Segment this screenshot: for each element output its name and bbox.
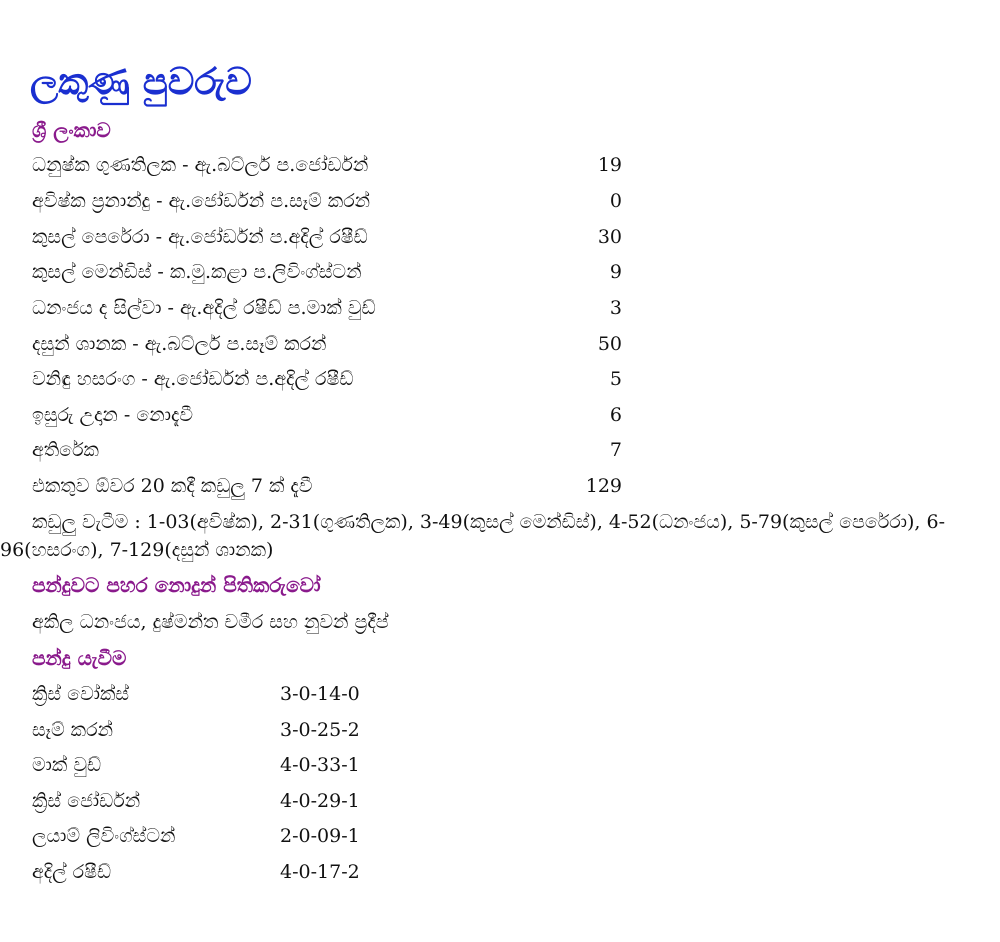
total-row (32, 471, 622, 501)
bowling-row (32, 679, 452, 709)
batter-name: ඉසුරු උදාන - නොදැවී (32, 404, 194, 426)
extras-row (32, 435, 622, 465)
fall-of-wickets: කඩුලු වැටීම : 1-03(අවිෂ්ක), 2-31(ගුණතිලක), 3-49(කුසල් මෙන්ඩිස්), 4-52(ධනංජය), 5-79(කුසල් පෙරේරා), 6-96(හසරංග), 7-129(දසුන් ශානක) (0, 511, 946, 561)
bowler-name: ක්‍රිස් ජෝර්ඩන් (32, 790, 141, 812)
batting-row (32, 222, 622, 252)
bowler-figures: 4-0-17-2 (280, 861, 360, 883)
total-label: එකතුව ඕවර 20 කදී කඩුලු 7 ක් දැවී (32, 475, 313, 497)
bowler-name: ලයාම් ලිවිංග්ස්ටන් (32, 825, 176, 847)
extras-runs: 7 (609, 439, 622, 461)
total-runs: 129 (585, 475, 622, 497)
batting-row (32, 150, 622, 180)
bowler-figures: 4-0-29-1 (280, 790, 360, 812)
did-not-bat-heading: පන්දුවට පහර නොදුන් පිතිකරුවෝ (32, 573, 321, 597)
bowler-name: අදිල් රෂීඩ් (32, 861, 112, 883)
batter-runs: 30 (597, 226, 622, 248)
batting-row (32, 364, 622, 394)
batter-runs: 5 (609, 368, 622, 390)
bowling-row (32, 750, 452, 780)
batter-runs: 50 (597, 333, 622, 355)
batter-name: වනිඳු හසරංග - ඇ.ජෝර්ඩන් ප.අදිල් රෂීඩ් (32, 368, 354, 390)
team-heading: ශ්‍රී ලංකාව (32, 118, 111, 142)
extras-label: අතිරේක (32, 439, 99, 461)
batter-runs: 9 (609, 261, 622, 283)
batting-row (32, 400, 622, 430)
bowler-figures: 2-0-09-1 (280, 825, 360, 847)
batter-runs: 3 (609, 297, 622, 319)
bowler-figures: 3-0-14-0 (280, 683, 360, 705)
batter-name: කුසල් මෙන්ඩිස් - ක.මු.කළා ප.ලිවිංග්ස්ටන් (32, 261, 362, 283)
batting-row (32, 257, 622, 287)
batter-runs: 19 (597, 154, 622, 176)
bowling-row (32, 857, 452, 887)
bowling-heading: පන්දු යැවීම (32, 646, 127, 670)
page-title: ලකුණු පුවරුව (30, 60, 252, 103)
bowling-row (32, 786, 452, 816)
bowling-row (32, 715, 452, 745)
bowler-name: ක්‍රිස් වෝක්ස් (32, 683, 130, 705)
bowler-figures: 4-0-33-1 (280, 754, 360, 776)
did-not-bat-list: අකිල ධනංජය, දුෂ්මන්ත චමීර සහ නුවන් ප්‍රදීප් (32, 611, 389, 633)
batter-runs: 6 (609, 404, 622, 426)
batter-runs: 0 (609, 190, 622, 212)
bowling-row (32, 821, 452, 851)
bowler-name: මාක් වුඩ් (32, 754, 102, 776)
batting-row (32, 329, 622, 359)
bowler-figures: 3-0-25-2 (280, 719, 360, 741)
bowler-name: සෑම් කරන් (32, 719, 113, 741)
batter-name: ධනුෂ්ක ගුණතිලක - ඇ.බට්ලර් ප.ජෝර්ඩන් (32, 154, 369, 176)
batting-row (32, 186, 622, 216)
batting-row (32, 293, 622, 323)
batter-name: අවිෂ්ක ප්‍රනාන්දු - ඇ.ජෝර්ඩන් ප.සෑම් කරන් (32, 190, 371, 212)
batter-name: ධනංජය ද සිල්වා - ඇ.අදිල් රෂීඩ් ප.මාක් වුඩ් (32, 297, 376, 319)
batter-name: දසුන් ශානක - ඇ.බට්ලර් ප.සෑම් කරන් (32, 333, 327, 355)
batter-name: කුසල් පෙරේරා - ඇ.ජෝර්ඩන් ප.අදිල් රෂීඩ් (32, 226, 368, 248)
